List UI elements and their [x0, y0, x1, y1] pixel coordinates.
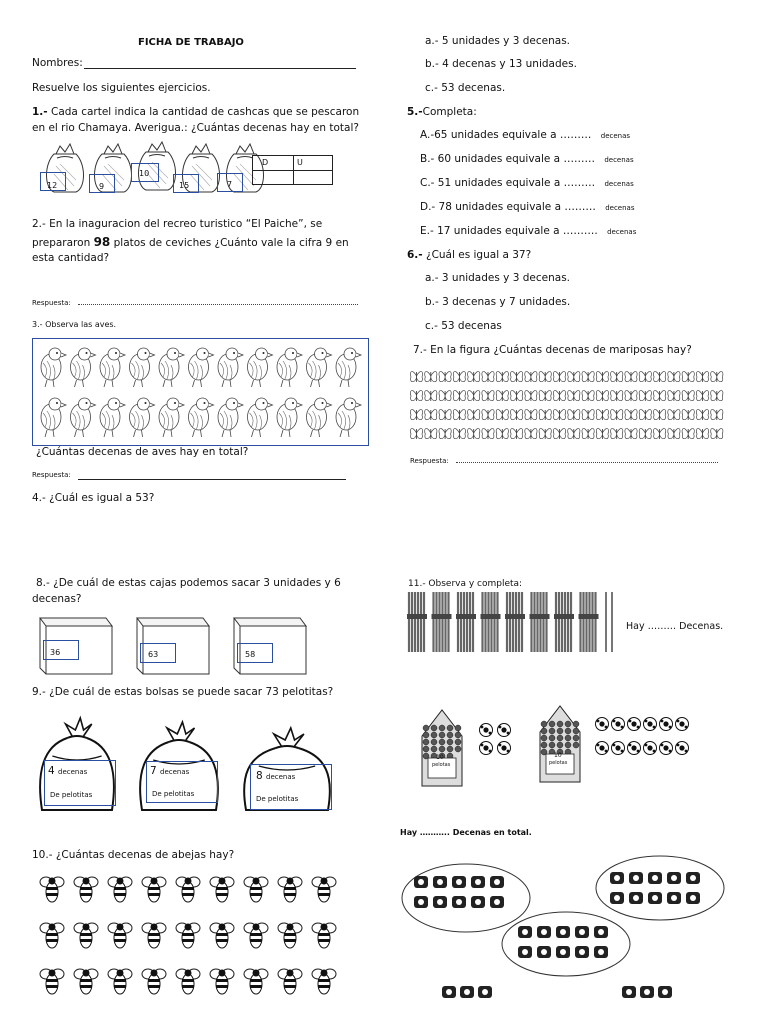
butterfly-icon — [439, 409, 451, 420]
soccer-ball-icon — [676, 718, 689, 731]
butterfly-icon — [410, 371, 422, 382]
q1-number: 1.- — [32, 106, 48, 118]
soccer-ball-icon — [660, 718, 673, 731]
grouped-item-icon — [490, 896, 504, 908]
ball-bag-label-num: 10 — [554, 752, 562, 759]
butterfly-icon — [611, 371, 623, 382]
soccer-ball-icon — [612, 742, 625, 755]
butterfly-icon — [653, 409, 665, 420]
stick-bundle-icon — [505, 592, 525, 652]
butterfly-icon — [468, 409, 480, 420]
grouped-item-icon — [658, 986, 672, 998]
grouped-item-icon — [518, 946, 532, 958]
butterfly-icon — [682, 409, 694, 420]
butterfly-icon — [553, 390, 565, 401]
grouped-item-icon — [433, 876, 447, 888]
butterfly-icon — [639, 390, 651, 401]
bee-icon — [40, 923, 64, 948]
butterfly-icon — [496, 409, 508, 420]
butterfly-icon — [625, 390, 637, 401]
soccer-ball-icon — [612, 718, 625, 731]
grouped-item-icon — [610, 892, 624, 904]
bee-icon — [40, 877, 64, 902]
bird-icon — [100, 348, 125, 387]
bag-num: 7 — [150, 765, 157, 777]
q4-option-c: c.- 53 decenas. — [425, 82, 506, 94]
nombres-label: Nombres: — [32, 57, 83, 69]
grouped-item-icon — [575, 946, 589, 958]
bee-icon — [74, 969, 98, 994]
q6-option-a: a.- 3 unidades y 3 decenas. — [425, 272, 571, 284]
stick-bundle-icon — [579, 592, 599, 652]
butterfly-icon — [611, 390, 623, 401]
butterfly-icon — [653, 390, 665, 401]
butterfly-icon — [668, 428, 680, 439]
grouped-item-icon — [556, 946, 570, 958]
ball-bag-icon — [540, 706, 580, 782]
grouped-item-icon — [629, 892, 643, 904]
bird-icon — [277, 398, 302, 437]
bird-icon — [159, 398, 184, 437]
bee-icon — [142, 877, 166, 902]
butterfly-icon — [696, 428, 708, 439]
bee-icon — [278, 923, 302, 948]
bird-icon — [218, 398, 243, 437]
butterfly-icon — [453, 390, 465, 401]
bird-icon — [277, 348, 302, 387]
butterfly-icon — [410, 409, 422, 420]
q5-item-text: A.-65 unidades equivale a ……… — [420, 129, 592, 141]
butterfly-icon — [425, 390, 437, 401]
butterflies-illustration — [410, 368, 728, 444]
bird-icon — [248, 348, 273, 387]
butterfly-icon — [525, 371, 537, 382]
q7-text: 7.- En la figura ¿Cuántas decenas de mariposas hay? — [413, 344, 692, 356]
butterfly-icon — [639, 371, 651, 382]
butterfly-icon — [668, 371, 680, 382]
ball-bag-label-word: pelotas — [432, 762, 451, 768]
butterfly-icon — [539, 409, 551, 420]
bee-icon — [108, 923, 132, 948]
butterfly-icon — [582, 390, 594, 401]
butterfly-icon — [539, 428, 551, 439]
q6-title — [407, 249, 531, 262]
butterfly-icon — [696, 390, 708, 401]
soccer-ball-icon — [676, 742, 689, 755]
grouped-item-icon — [414, 876, 428, 888]
grouped-item-icon — [490, 876, 504, 888]
q5-item-text: E.- 17 unidades equivale a ………. — [420, 225, 598, 237]
soccer-ball-icon — [480, 742, 493, 755]
bird-icon — [41, 348, 66, 387]
q5-item-text: B.- 60 unidades equivale a ……… — [420, 153, 595, 165]
butterfly-icon — [596, 409, 608, 420]
ball-bag-icon — [422, 710, 462, 786]
bee-icon — [176, 877, 200, 902]
butterfly-icon — [653, 428, 665, 439]
bee-icon — [40, 969, 64, 994]
q3-question: ¿Cuántas decenas de aves hay en total? — [36, 446, 249, 458]
butterfly-icon — [596, 371, 608, 382]
q6-option-b: b.- 3 decenas y 7 unidades. — [425, 296, 571, 308]
birds-frame — [32, 338, 369, 446]
q11-title: 11.- Observa y completa: — [408, 579, 523, 589]
butterfly-icon — [711, 390, 723, 401]
bird-icon — [248, 398, 273, 437]
bee-icon — [278, 969, 302, 994]
q11-hay-text: Hay ……… Decenas. — [626, 621, 724, 632]
butterfly-icon — [625, 428, 637, 439]
q4-option-b: b.- 4 decenas y 13 unidades. — [425, 58, 577, 70]
bee-icon — [210, 969, 234, 994]
q5-item-unit: decenas — [607, 228, 637, 236]
soccer-ball-icon — [628, 742, 641, 755]
stick-bundles — [406, 590, 622, 656]
q7-respuesta-label: Respuesta: — [410, 457, 449, 465]
bird-icon — [307, 348, 332, 387]
q4-text: 4.- ¿Cuál es igual a 53? — [32, 492, 155, 504]
grouped-item-icon — [433, 896, 447, 908]
bird-icon — [189, 348, 214, 387]
butterfly-icon — [696, 371, 708, 382]
soccer-ball-icon — [480, 724, 493, 737]
q8-line2: decenas? — [32, 593, 82, 605]
bird-icon — [71, 398, 96, 437]
butterfly-icon — [439, 428, 451, 439]
bee-icon — [210, 923, 234, 948]
butterfly-icon — [539, 390, 551, 401]
bee-icon — [244, 969, 268, 994]
grouped-item-icon — [471, 896, 485, 908]
instruction: Resuelve los siguientes ejercicios. — [32, 82, 211, 94]
q5-item-unit: decenas — [605, 204, 635, 212]
butterfly-icon — [639, 428, 651, 439]
soccer-ball-icon — [596, 742, 609, 755]
table-header-u: U — [297, 158, 303, 167]
bird-icon — [307, 398, 332, 437]
oval-group — [502, 912, 630, 976]
butterfly-icon — [482, 428, 494, 439]
grouped-item-icon — [471, 876, 485, 888]
bag-unit: decenas — [266, 773, 296, 781]
bee-icon — [312, 969, 336, 994]
q1-line2: en el rio Chamaya. Averigua.: ¿Cuántas decenas hay en total? — [32, 122, 359, 134]
q5-item-unit: decenas — [604, 180, 634, 188]
ball-bag-label-word: pelotas — [549, 760, 568, 766]
butterfly-icon — [453, 428, 465, 439]
q1-text-1: Cada cartel indica la cantidad de cashcas que se pescaron — [51, 106, 360, 118]
soccer-ball-icon — [596, 718, 609, 731]
butterfly-icon — [510, 371, 522, 382]
q1-bag-number: 12 — [47, 181, 58, 190]
bird-icon — [159, 348, 184, 387]
bees-illustration — [36, 870, 346, 1010]
q5-item-text: C.- 51 unidades equivale a ……… — [420, 177, 596, 189]
butterfly-icon — [711, 371, 723, 382]
butterfly-icon — [711, 428, 723, 439]
grouped-item-icon — [648, 872, 662, 884]
bee-icon — [312, 877, 336, 902]
butterfly-icon — [525, 428, 537, 439]
grouped-item-icon — [518, 926, 532, 938]
bee-icon — [108, 877, 132, 902]
butterfly-icon — [553, 371, 565, 382]
grouped-item-icon — [667, 892, 681, 904]
grouped-item-icon — [442, 986, 456, 998]
butterfly-icon — [682, 428, 694, 439]
q11-total-text: Hay ……….. Decenas en total. — [400, 828, 532, 837]
q8-boxes — [36, 614, 346, 678]
q7-answer-line[interactable] — [456, 462, 718, 463]
butterfly-icon — [468, 428, 480, 439]
q3-respuesta-label: Respuesta: — [32, 471, 71, 479]
q6-text: ¿Cuál es igual a 37? — [426, 249, 532, 261]
q8-line1: 8.- ¿De cuál de estas cajas podemos sacar 3 unidades y 6 — [36, 577, 341, 589]
oval-group — [596, 856, 724, 920]
bag-sub: De pelotitas — [256, 795, 299, 803]
butterfly-icon — [496, 428, 508, 439]
bird-icon — [71, 348, 96, 387]
butterfly-icon — [468, 390, 480, 401]
butterfly-icon — [439, 371, 451, 382]
butterfly-icon — [482, 371, 494, 382]
q1-bag-number: 15 — [179, 181, 190, 190]
bag-label-text — [48, 765, 87, 779]
soccer-ball-icon — [644, 718, 657, 731]
grouped-item-icon — [460, 986, 474, 998]
bee-icon — [74, 877, 98, 902]
birds-illustration — [33, 339, 368, 445]
butterfly-icon — [453, 409, 465, 420]
butterfly-icon — [682, 371, 694, 382]
q3-answer-line[interactable] — [78, 479, 346, 480]
butterfly-icon — [482, 390, 494, 401]
stick-bundle-icon — [407, 592, 427, 652]
soccer-ball-icon — [498, 742, 511, 755]
bee-icon — [278, 877, 302, 902]
q10-text: 10.- ¿Cuántas decenas de abejas hay? — [32, 849, 235, 861]
butterfly-icon — [510, 390, 522, 401]
bird-icon — [189, 398, 214, 437]
grouped-item-icon — [686, 892, 700, 904]
butterfly-icon — [668, 409, 680, 420]
soccer-ball-icon — [628, 718, 641, 731]
bag-num: 8 — [256, 770, 263, 782]
q5-title-text: Completa: — [422, 106, 477, 118]
q2-line2 — [32, 236, 349, 250]
q2-respuesta-label: Respuesta: — [32, 299, 71, 307]
grouped-item-icon — [622, 986, 636, 998]
q5-item[interactable] — [420, 225, 636, 239]
bee-icon — [210, 877, 234, 902]
butterfly-icon — [582, 428, 594, 439]
bird-icon — [130, 348, 155, 387]
q2-answer-line[interactable] — [78, 304, 358, 305]
butterfly-icon — [668, 390, 680, 401]
butterfly-icon — [525, 390, 537, 401]
q5-item[interactable] — [420, 129, 630, 143]
q5-number: 5.- — [407, 106, 423, 118]
bag-unit: decenas — [160, 768, 190, 776]
bag-sub: De pelotitas — [50, 791, 93, 799]
page-title: FICHA DE TRABAJO — [138, 37, 244, 48]
q2-number-98: 98 — [93, 235, 111, 249]
bee-icon — [244, 923, 268, 948]
butterfly-icon — [553, 428, 565, 439]
butterfly-icon — [510, 409, 522, 420]
grouped-item-icon — [629, 872, 643, 884]
q5-item-text: D.- 78 unidades equivale a ……… — [420, 201, 596, 213]
bee-icon — [176, 923, 200, 948]
q5-item-unit: decenas — [604, 156, 634, 164]
grouped-item-icon — [594, 946, 608, 958]
grouped-item-icon — [414, 896, 428, 908]
butterfly-icon — [510, 428, 522, 439]
bird-icon — [218, 348, 243, 387]
butterfly-icon — [568, 371, 580, 382]
q2-line1: 2.- En la inaguracion del recreo turistico “El Paiche”, se — [32, 218, 323, 230]
grouped-item-icon — [610, 872, 624, 884]
box-label[interactable] — [43, 640, 79, 660]
bird-icon — [336, 398, 361, 437]
bird-icon — [41, 398, 66, 437]
butterfly-icon — [582, 371, 594, 382]
butterfly-icon — [568, 428, 580, 439]
grouped-item-icon — [686, 872, 700, 884]
table-header-d: D — [262, 158, 269, 167]
butterfly-icon — [425, 371, 437, 382]
butterfly-icon — [468, 371, 480, 382]
q2-line2-pre: prepararon — [32, 237, 94, 249]
nombres-line[interactable] — [84, 68, 356, 69]
q2-line3: esta cantidad? — [32, 252, 110, 264]
bee-icon — [176, 969, 200, 994]
stick-bundle-icon — [456, 592, 476, 652]
bee-icon — [142, 923, 166, 948]
bird-icon — [336, 348, 361, 387]
q4-option-a: a.- 5 unidades y 3 decenas. — [425, 35, 571, 47]
bee-icon — [74, 923, 98, 948]
butterfly-icon — [682, 390, 694, 401]
butterfly-icon — [568, 390, 580, 401]
q6-number: 6.- — [407, 249, 423, 261]
grouped-item-icon — [575, 926, 589, 938]
soccer-ball-icon — [660, 742, 673, 755]
q1-bag-number: 10 — [139, 169, 150, 178]
q5-item-unit: decenas — [600, 132, 631, 140]
q1-bag-number: 9 — [99, 182, 105, 191]
q6-option-c: c.- 53 decenas — [425, 320, 502, 332]
grouped-item-icon — [640, 986, 654, 998]
stick-bundle-icon — [481, 592, 501, 652]
grouped-item-icon — [537, 926, 551, 938]
butterfly-icon — [425, 428, 437, 439]
butterfly-icon — [496, 371, 508, 382]
stick-bundle-icon — [530, 592, 550, 652]
grouped-item-icon — [648, 892, 662, 904]
bird-icon — [130, 398, 155, 437]
butterfly-icon — [410, 428, 422, 439]
bee-icon — [244, 877, 268, 902]
box-number: 36 — [50, 648, 61, 657]
box-number: 58 — [245, 650, 256, 659]
butterfly-icon — [596, 390, 608, 401]
butterfly-icon — [525, 409, 537, 420]
butterfly-icon — [439, 390, 451, 401]
grouped-item-icon — [452, 876, 466, 888]
butterfly-icon — [453, 371, 465, 382]
butterfly-icon — [625, 409, 637, 420]
grouped-item-icon — [556, 926, 570, 938]
q5-title — [407, 106, 477, 119]
bee-icon — [108, 969, 132, 994]
butterfly-icon — [539, 371, 551, 382]
grouped-item-icon — [667, 872, 681, 884]
stick-bundle-icon — [432, 592, 452, 652]
butterfly-icon — [611, 428, 623, 439]
butterfly-icon — [568, 409, 580, 420]
butterfly-icon — [625, 371, 637, 382]
bag-num: 4 — [48, 765, 55, 777]
bag-label-text — [150, 765, 189, 779]
du-table[interactable] — [252, 155, 332, 185]
grouped-item-icon — [537, 946, 551, 958]
bee-icon — [312, 923, 336, 948]
q5-item[interactable] — [420, 153, 634, 167]
butterfly-icon — [653, 371, 665, 382]
soccer-ball-icon — [644, 742, 657, 755]
q2-line2-post: platos de ceviches ¿Cuánto vale la cifra 9 en — [110, 237, 349, 249]
bag-label-text — [256, 770, 295, 784]
butterfly-icon — [482, 409, 494, 420]
q1-bag-number: 7 — [227, 180, 233, 189]
q3-title: 3.- Observa las aves. — [32, 320, 117, 329]
butterfly-icon — [553, 409, 565, 420]
butterfly-icon — [696, 409, 708, 420]
stick-bundle-icon — [554, 592, 574, 652]
box-number: 63 — [148, 650, 159, 659]
bag-sub: De pelotitas — [152, 790, 195, 798]
grouped-item-icon — [594, 926, 608, 938]
butterfly-icon — [496, 390, 508, 401]
q9-text: 9.- ¿De cuál de estas bolsas se puede sacar 73 pelotitas? — [32, 686, 334, 698]
butterfly-icon — [639, 409, 651, 420]
butterfly-icon — [611, 409, 623, 420]
ball-bags — [414, 698, 704, 788]
grouped-item-icon — [478, 986, 492, 998]
q1-line1 — [32, 106, 359, 119]
q5-item[interactable] — [420, 177, 634, 191]
ball-bag-label-num: 10 — [436, 754, 444, 761]
q5-item[interactable] — [420, 201, 634, 215]
grouped-item-icon — [452, 896, 466, 908]
butterfly-icon — [582, 409, 594, 420]
butterfly-icon — [711, 409, 723, 420]
butterfly-icon — [596, 428, 608, 439]
butterfly-icon — [410, 390, 422, 401]
bag-unit: decenas — [58, 768, 88, 776]
butterfly-icon — [425, 409, 437, 420]
bird-icon — [100, 398, 125, 437]
bee-icon — [142, 969, 166, 994]
soccer-ball-icon — [498, 724, 511, 737]
grouped-items-illustration — [398, 848, 738, 1008]
